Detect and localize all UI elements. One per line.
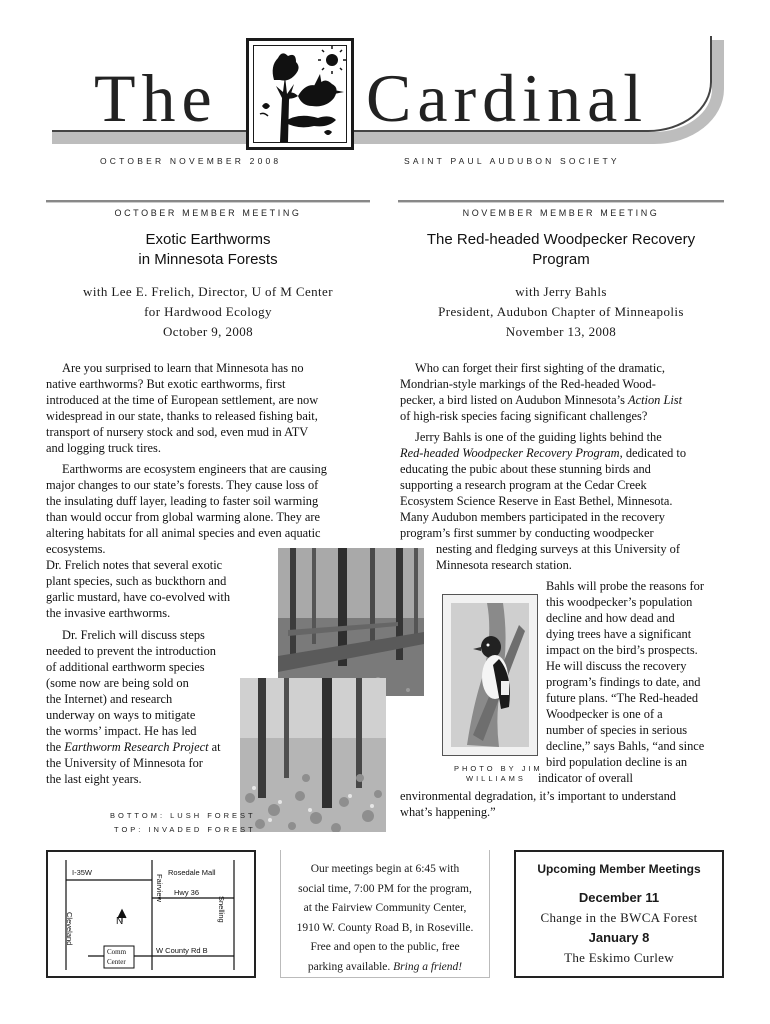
masthead-title-right: Cardinal (366, 60, 649, 136)
map-label-hwy36: Hwy 36 (174, 888, 200, 897)
directions-map (46, 850, 256, 978)
november-header-rule (398, 200, 724, 203)
october-article-title: Exotic Earthworms in Minnesota Forests (138, 231, 278, 268)
caption-top-photo: TOP: INVADED FOREST (114, 825, 256, 834)
map-label-rosedale: Rosedale Mall (168, 868, 216, 877)
masthead-title-left: The (94, 60, 218, 136)
north-arrow-label: N (116, 916, 124, 927)
map-label-center: Center (107, 958, 126, 966)
cardinal-logo (246, 38, 354, 150)
meeting-info-line3: at the Fairview Community Center, (303, 902, 467, 914)
october-section-heading: OCTOBER MEMBER MEETING (114, 208, 302, 218)
caption-bottom-photo: BOTTOM: LUSH FOREST (110, 811, 256, 820)
map-label-county-rd-b: W County Rd B (156, 946, 208, 955)
upcoming-heading: Upcoming Member Meetings (537, 862, 701, 876)
meeting-info-line4: 1910 W. County Road B, in Roseville. (296, 921, 474, 934)
masthead-org: SAINT PAUL AUDUBON SOCIETY (404, 156, 620, 166)
october-byline: with Lee E. Frelich, Director, U of M Center for Hardwood Ecology (83, 284, 333, 319)
map-label-i35w: I-35W (72, 868, 93, 877)
photo-credit-line1: PHOTO BY JIM (454, 764, 543, 773)
map-label-snelling: Snelling (217, 896, 226, 923)
invaded-forest-photo (278, 548, 424, 696)
upcoming-topic-2: The Eskimo Curlew (564, 950, 674, 965)
november-byline: with Jerry Bahls President, Audubon Chapter of Minneapolis (438, 284, 684, 319)
upcoming-date-2: January 8 (588, 930, 650, 945)
november-article-title: The Red-headed Woodpecker Recovery Program (426, 231, 696, 268)
meeting-info-line2: social time, 7:00 PM for the program, (298, 882, 472, 895)
october-header-rule (46, 200, 370, 203)
map-label-fairview: Fairview (155, 874, 164, 902)
upcoming-topic-1: Change in the BWCA Forest (540, 910, 698, 925)
november-section-heading: NOVEMBER MEMBER MEETING (462, 208, 660, 218)
upcoming-meetings-box (514, 850, 724, 978)
november-date: November 13, 2008 (505, 324, 617, 339)
masthead-date: OCTOBER NOVEMBER 2008 (100, 156, 282, 166)
meeting-info-line5: Free and open to the public, free (310, 941, 460, 953)
upcoming-date-1: December 11 (578, 890, 660, 905)
map-label-cleveland: Cleveland (65, 912, 74, 946)
meeting-info-box (280, 850, 490, 978)
meeting-info-line1: Our meetings begin at 6:45 with (310, 863, 460, 875)
cardinal-bird-icon (254, 46, 348, 144)
woodpecker-photo (442, 594, 538, 756)
lush-forest-photo (240, 678, 386, 832)
october-date: October 9, 2008 (162, 324, 254, 339)
photo-credit-line2: WILLIAMS (466, 774, 526, 783)
map-label-comm: Comm (107, 948, 127, 956)
meeting-info-line6: parking available. Bring a friend! (307, 960, 463, 973)
